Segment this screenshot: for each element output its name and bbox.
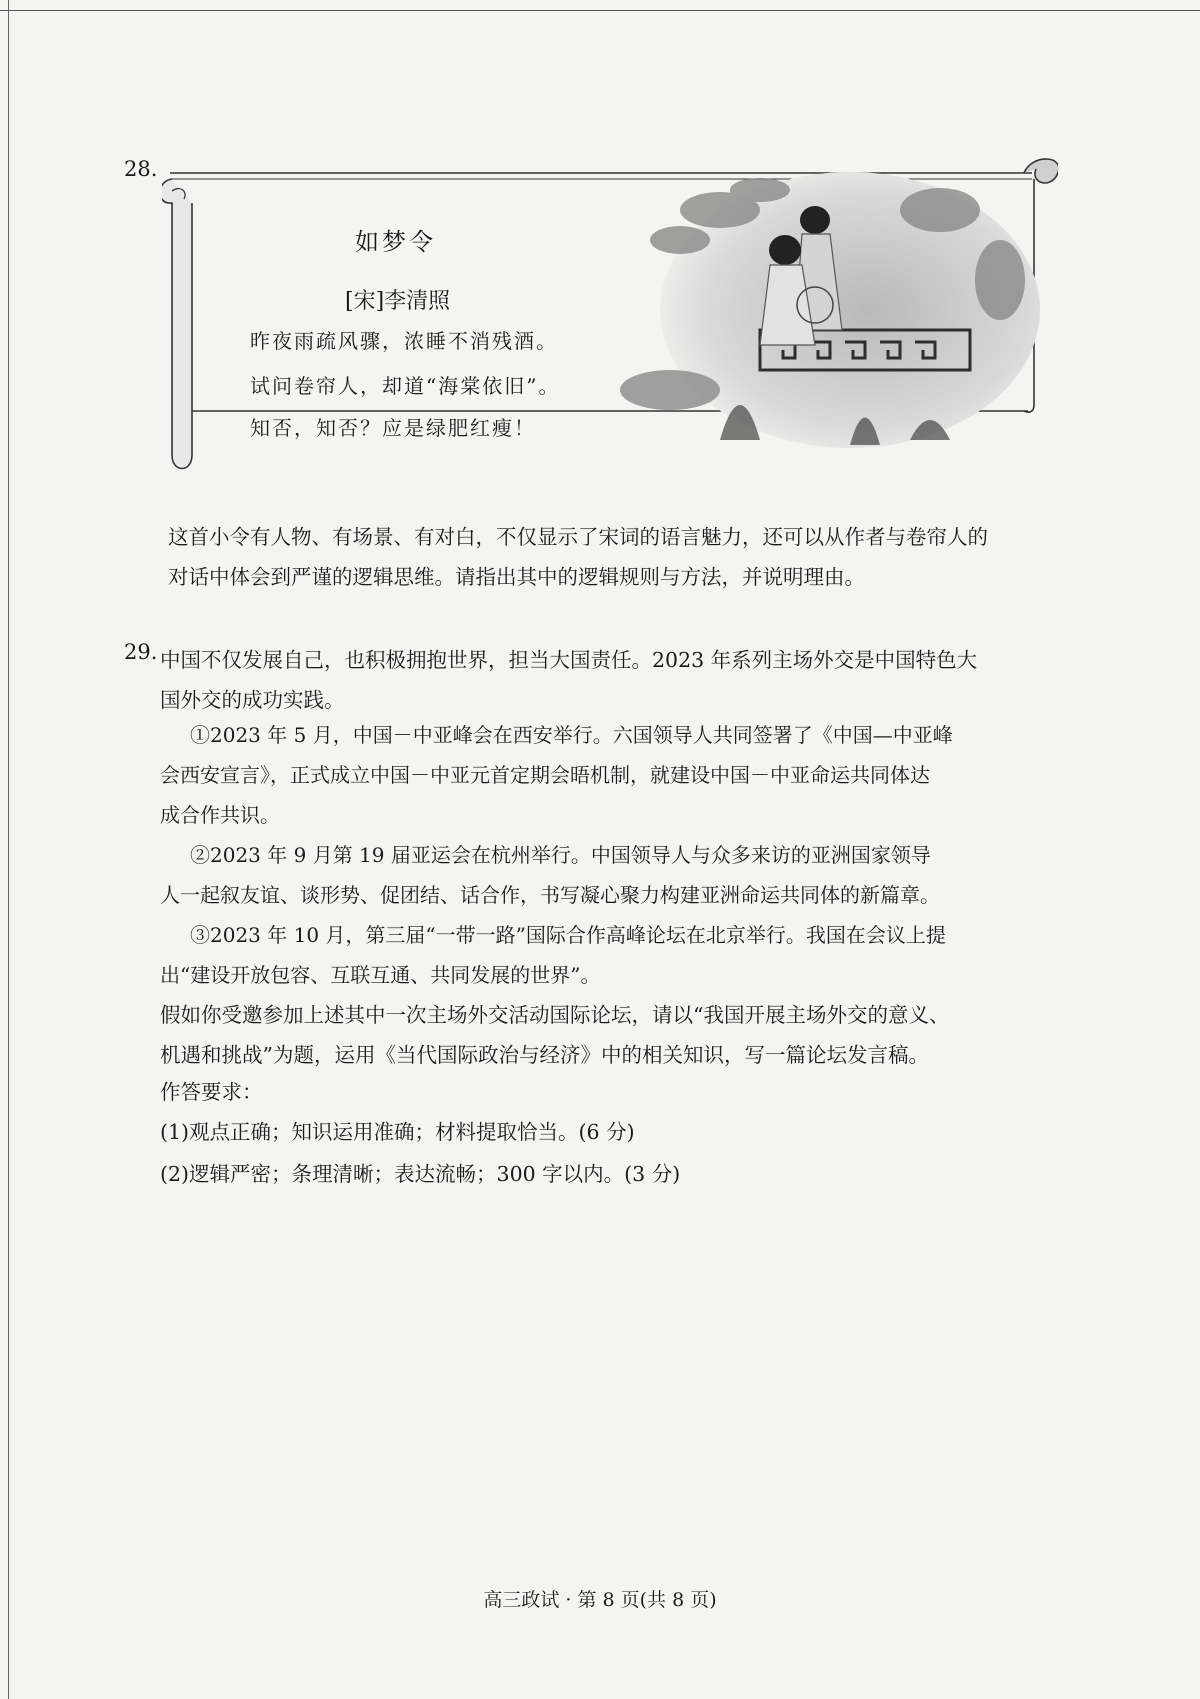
poem-author: [宋]李清照 (345, 289, 451, 314)
material-item-3 (160, 915, 946, 995)
question-28-number: 28. (124, 157, 158, 181)
question-29-number: 29. (124, 640, 158, 664)
poem-line-2: 试问卷帘人，却道“海棠依旧”。 (250, 374, 561, 398)
scan-edge-left (8, 0, 9, 1699)
material-item-1 (160, 715, 953, 835)
material-line: 出“建设开放包容、互联互通、共同发展的世界”。 (160, 963, 601, 987)
poem-line-3: 知否，知否？应是绿肥红瘦！ (250, 416, 536, 440)
material-line: 成合作共识。 (160, 803, 280, 827)
requirement-1: (1)观点正确；知识运用准确；材料提取恰当。(6 分) (160, 1120, 635, 1144)
material-line: ②2023 年 9 月第 19 届亚运会在杭州举行。中国领导人与众多来访的亚洲国家领导 (190, 843, 931, 867)
requirements-title: 作答要求： (160, 1080, 263, 1104)
poem-line-1: 昨夜雨疏风骤，浓睡不消残酒。 (250, 329, 558, 353)
question-28-text-line: 对话中体会到严谨的逻辑思维。请指出其中的逻辑规则与方法，并说明理由。 (168, 565, 865, 589)
page-footer: 高三政试 · 第 8 页(共 8 页) (483, 1589, 717, 1611)
requirement-2: (2)逻辑严密；条理清晰；表达流畅；300 字以内。(3 分) (160, 1162, 681, 1186)
material-line: 人一起叙友谊、谈形势、促团结、话合作，书写凝心聚力构建亚洲命运共同体的新篇章。 (160, 883, 940, 907)
question-28-text-line: 这首小令有人物、有场景、有对白，不仅显示了宋词的语言魅力，还可以从作者与卷帘人的 (168, 525, 988, 549)
scan-edge-top (0, 10, 1200, 11)
material-line: ①2023 年 5 月，中国－中亚峰会在西安举行。六国领导人共同签署了《中国—中亚峰 (190, 723, 953, 747)
material-item-2 (160, 835, 940, 915)
task-line: 机遇和挑战”为题，运用《当代国际政治与经济》中的相关知识，写一篇论坛发言稿。 (160, 1043, 929, 1067)
question-29-task (160, 995, 949, 1075)
task-line: 假如你受邀参加上述其中一次主场外交活动国际论坛，请以“我国开展主场外交的意义、 (160, 1003, 950, 1027)
question-29-intro-line: 国外交的成功实践。 (160, 688, 345, 712)
ladies-garden-illustration (610, 170, 1040, 452)
question-28-text (168, 517, 988, 597)
question-29-intro-line: 中国不仅发展自己，也积极拥抱世界，担当大国责任。2023 年系列主场外交是中国特色大 (160, 648, 978, 672)
material-line: ③2023 年 10 月，第三届“一带一路”国际合作高峰论坛在北京举行。我国在会议上提 (190, 923, 946, 947)
material-line: 会西安宣言》，正式成立中国－中亚元首定期会晤机制，就建设中国－中亚命运共同体达 (160, 763, 930, 787)
poem-title: 如梦令 (355, 228, 436, 256)
question-29-intro (160, 640, 977, 720)
